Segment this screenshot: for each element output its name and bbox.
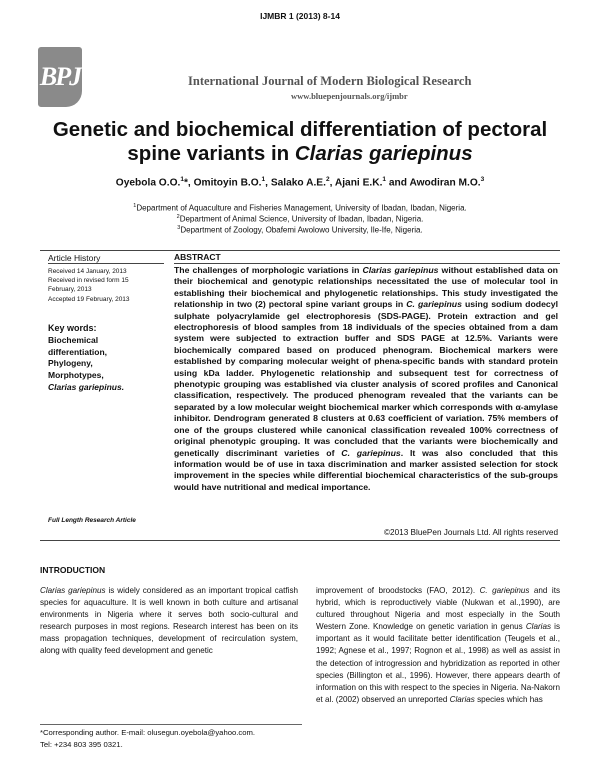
author: Awodiran M.O. <box>409 177 481 189</box>
history-rule <box>48 263 164 264</box>
intro-column-2: improvement of broodstocks (FAO, 2012). C. gariepinus and its hybrid, which is reproductively viable (Nukwan et al.,1990), are cultured throughout Nigeria and most especially in the South Western Zone. Knowledge on genetic variation in genus Clarias is important as it would facilitate better identification (Teugels et al., 1992; Agnese et al., 1997; Rognon et al., 1998) as well as assist in the detection of introgression and hybridization as reported in other species (Billington et al., 1996). However, there appears dearth of information on this with respect to the species in Nigeria. Na-Nakorn et al. (2002) observed an unreported Clarias species which has <box>316 586 560 704</box>
author: Salako A.E. <box>270 177 326 189</box>
history-line: Accepted 19 February, 2013 <box>48 296 130 303</box>
affiliation-1: $^1$Department of Aquaculture and Fisheries Management, University of Ibadan, Ibadan, Nigeria. <box>133 203 467 213</box>
introduction-heading: INTRODUCTION <box>40 565 106 575</box>
corresponding-author-footnote: *Corresponding author. E-mail: olusegun.oyebola@yahoo.com. Tel: +234 803 395 0321. <box>40 728 256 749</box>
abstract-rule <box>174 263 560 264</box>
author-list: Oyebola O.O.$^1$*, Omitoyin B.O.$^1$, Salako A.E.$^2$, Ajani E.K.$^1$ and Awodiran M.O.$^3$ <box>115 176 485 189</box>
keyword: Biochemical <box>48 335 99 345</box>
author: Ajani E.K. <box>334 177 383 189</box>
article-history-heading: Article History <box>48 253 101 263</box>
title-line-1: Genetic and biochemical differentiation of pectoral <box>52 118 548 141</box>
abstract-heading: ABSTRACT <box>174 252 221 262</box>
affiliation-2: $^2$Department of Animal Science, University of Ibadan, Ibadan, Nigeria. <box>176 214 424 224</box>
journal-url[interactable]: www.bluepenjournals.org/ijmbr <box>291 91 408 101</box>
keyword: differentiation, <box>48 347 108 357</box>
top-rule <box>40 250 560 251</box>
affiliation-3: $^3$Department of Zoology, Obafemi Awolowo University, Ile-Ife, Nigeria. <box>177 225 423 235</box>
article-type: Full Length Research Article <box>48 517 136 524</box>
history-line: February, 2013 <box>48 286 92 293</box>
title-species: Clarias gariepinus <box>294 142 473 165</box>
paper-title <box>40 118 560 166</box>
keyword: Morphotypes, <box>48 370 104 380</box>
publisher-logo: BPJ <box>38 47 82 107</box>
author: Omitoyin B.O. <box>193 177 262 189</box>
title-line-2: spine variants in <box>127 142 295 165</box>
abstract-body: The challenges of morphologic variations in Clarias gariepinus without established data on their biochemical and genotypic relationships necessitated the use of molecular tool in establishing their biochemical and phylogenetic relationships. This study investigated the relationship in two (2) pectoral spine variant groups in C. gariepinus using sodium dodecyl sulphate polyacrylamide gel electrophoresis (SDS-PAGE). Protein extraction and gel electrophoresis of blood samples from 18 individuals of the species obtained from a dam system were subjected to extraction buffer and SDS PAGE at 12.5%. Variants were biochemically compared based on produced phenogram. Biochemical markers were established by comparing molecular weight of phena-specific bands with standard protein using kDa ladder. Phylogenetic relationship and subsequent test for correctness of phenotypic grouping was established via cluster analysis of scored profiles and Canonical classification, respectively. The produced phenogram revealed that the variants can be separated by a low molecular weight biochemical marker which corresponds with α-amylase inhibitor. Dendrogram generated 8 clusters at 0.63 coefficient of variation. 75% members of one of the groups clustered while canonical classification revealed 100% correctness of original phenotypic grouping. It was concluded that the variants were biochemically and genetically discriminant varieties of C. gariepinus. It was also concluded that this information would be of use in taxa discrimination and marker assisted selection for stock improvement in the species while differential biochemical characteristics of the sub-groups would have nutritional and medical importance. <box>174 265 559 492</box>
keyword: Phylogeny, <box>48 358 93 368</box>
history-line: Received 14 January, 2013 <box>48 268 127 275</box>
history-line: Received in revised form 15 <box>48 277 129 284</box>
intro-column-1: Clarias gariepinus is widely considered as an important tropical catfish species for aquaculture. It is well known in both culture and artisanal environments in Nigeria where it serves both socio-cultural and research purposes in most regions. Research interest has been on its mass propagation techniques, development of recirculation system, along with quality feed development and genetic <box>40 586 298 656</box>
bottom-rule <box>40 540 560 541</box>
author: Oyebola O.O. <box>115 177 181 189</box>
footnote-rule <box>40 724 302 725</box>
keyword: Clarias gariepinus. <box>48 382 125 392</box>
journal-citation: IJMBR 1 (2013) 8-14 <box>260 11 340 21</box>
journal-name: International Journal of Modern Biological Research <box>188 74 472 88</box>
copyright-notice: ©2013 BluePen Journals Ltd. All rights reserved <box>384 528 558 537</box>
keywords-heading: Key words: <box>48 323 97 333</box>
